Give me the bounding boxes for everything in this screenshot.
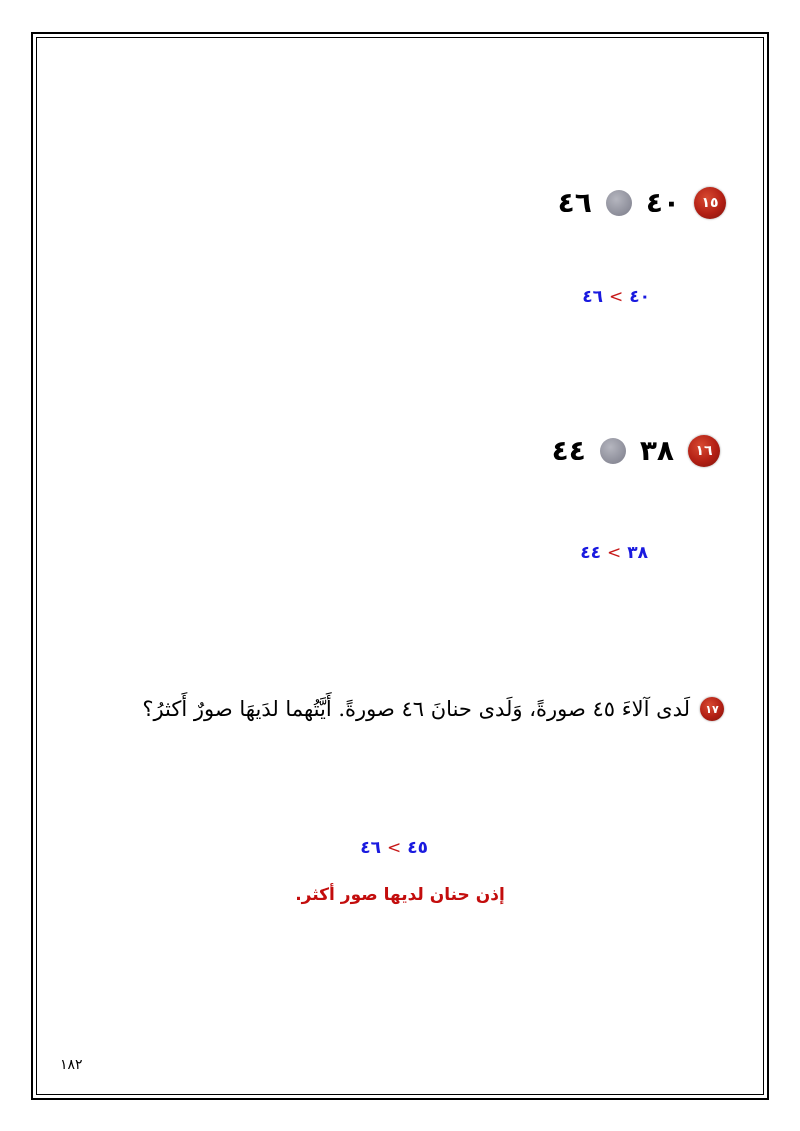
- answer-left: ٤٠: [629, 287, 650, 307]
- compare-dot-icon[interactable]: [600, 438, 626, 464]
- left-number: ٤٠: [645, 186, 680, 219]
- comparison-operator: >: [606, 543, 622, 563]
- page-number: ١٨٢: [60, 1057, 83, 1073]
- exercise-number-badge: ١٦: [688, 435, 720, 467]
- answer-left: ٣٨: [627, 543, 648, 563]
- exercise-17-answer: [360, 838, 428, 858]
- answer-right: ٤٦: [360, 838, 381, 858]
- answer-right: ٤٤: [580, 543, 601, 563]
- conclusion-text: إذن حنان لديها صور أكثر.: [295, 885, 505, 905]
- comparison-operator: >: [386, 838, 402, 858]
- word-problem-text: لَدى آلاءَ ٤٥ صورةً، وَلَدى حنانَ ٤٦ صورةً. أَيَّتُهما لدَيهَا صورٌ أَكثرُ؟: [142, 697, 690, 721]
- compare-dot-icon[interactable]: [606, 190, 632, 216]
- exercise-15: [544, 186, 726, 219]
- comparison-operator: >: [608, 287, 624, 307]
- right-number: ٤٦: [557, 186, 592, 219]
- exercise-17: [142, 697, 724, 721]
- right-number: ٤٤: [551, 434, 586, 467]
- answer-left: ٤٥: [407, 838, 428, 858]
- answer-right: ٤٦: [582, 287, 603, 307]
- exercise-number-badge: ١٧: [700, 697, 724, 721]
- left-number: ٣٨: [639, 434, 674, 467]
- exercise-number-badge: ١٥: [694, 187, 726, 219]
- exercise-16: [538, 434, 720, 467]
- exercise-16-answer: [580, 543, 648, 563]
- exercise-15-answer: [582, 287, 650, 307]
